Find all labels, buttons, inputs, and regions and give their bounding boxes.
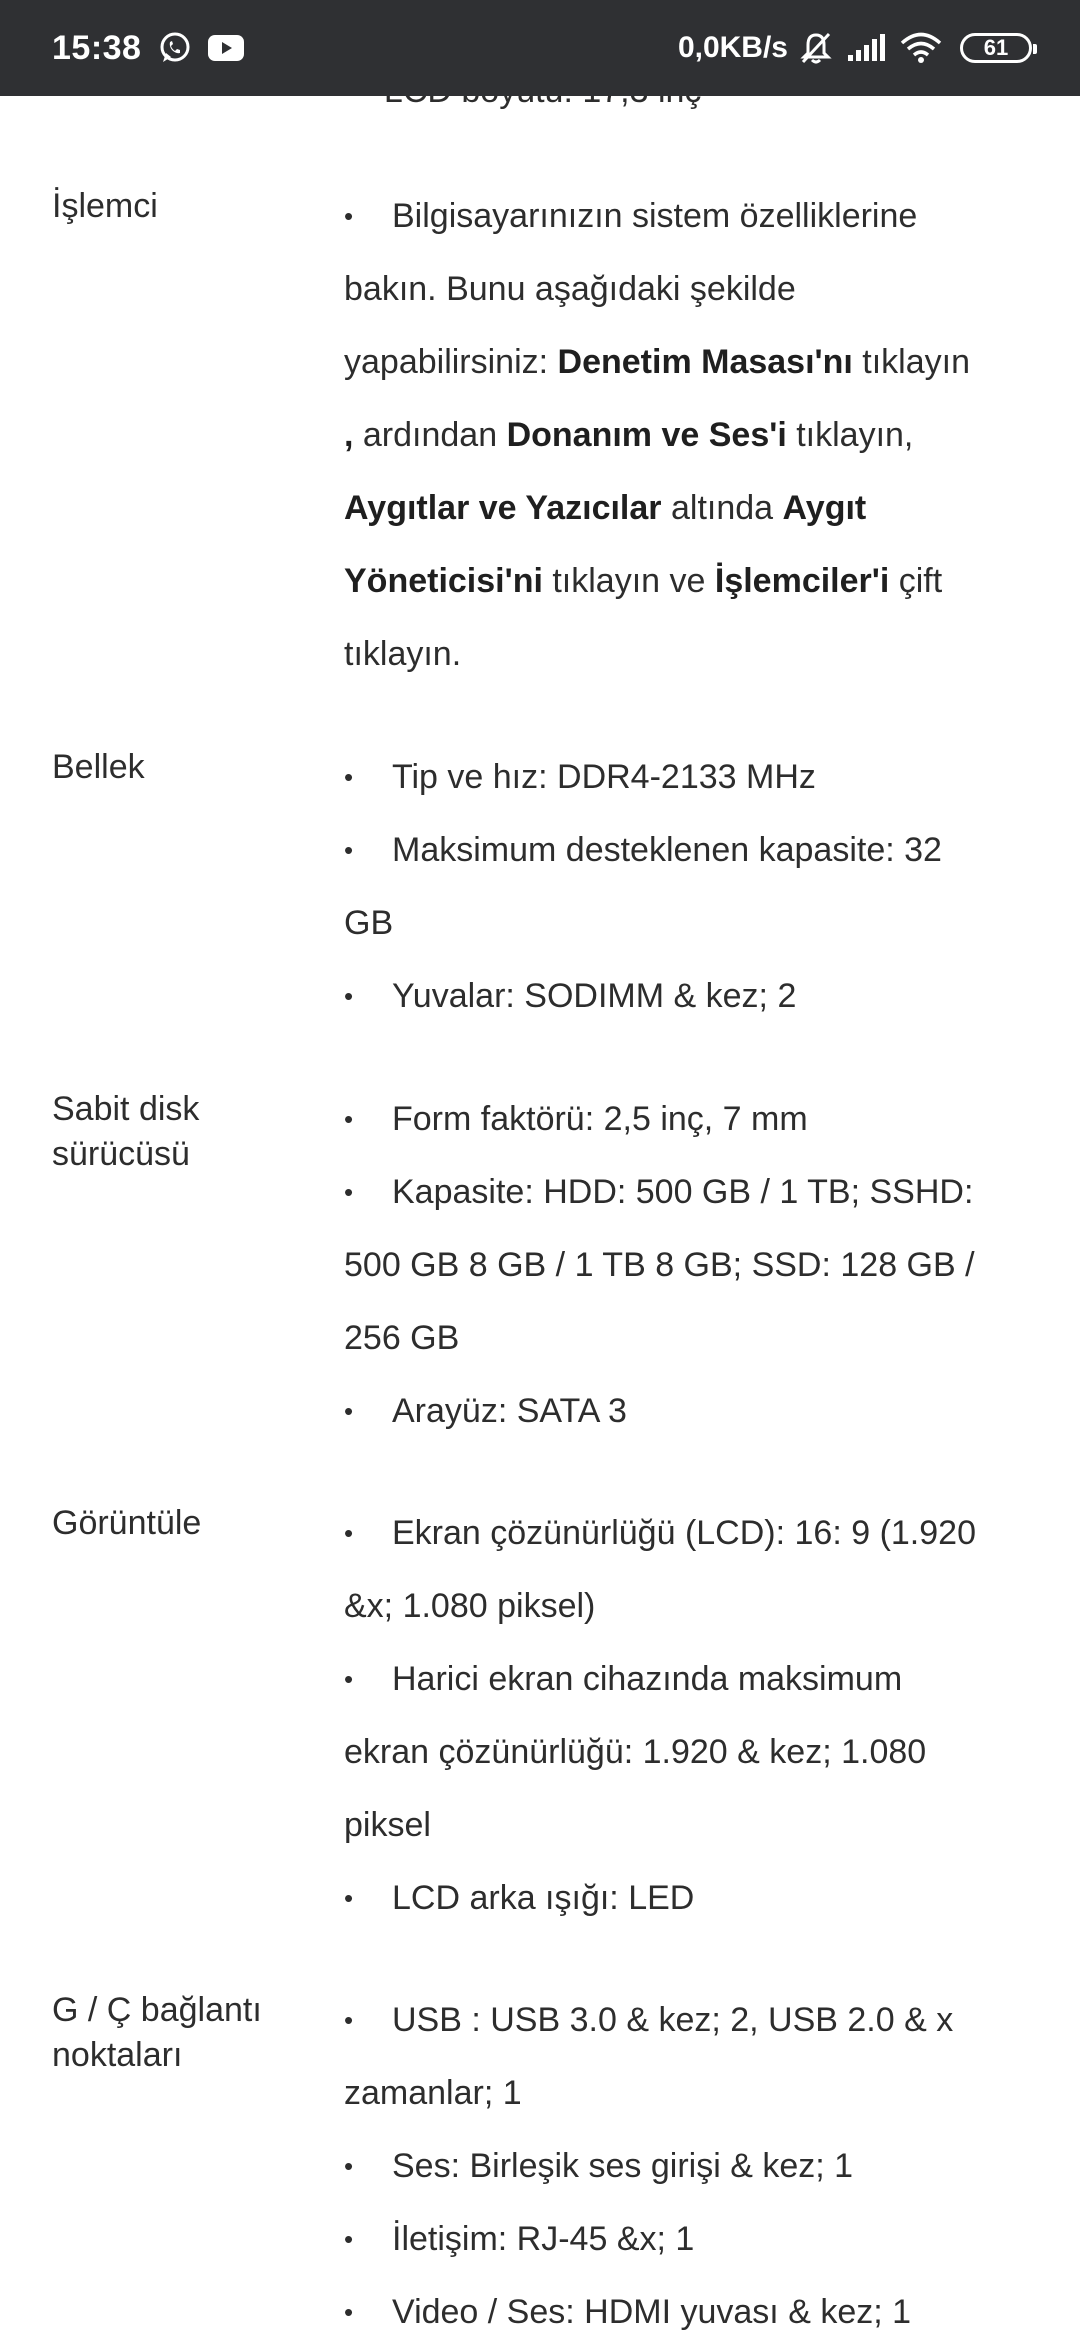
- list-item: • Ekran çözünürlüğü (LCD): 16: 9 (1.920 &x; 1.080 piksel): [344, 1514, 976, 1625]
- signal-icon: [846, 33, 886, 63]
- battery-level: 61: [983, 35, 1009, 60]
- list-item: • Arayüz: SATA 3: [344, 1392, 627, 1430]
- list-item: • Bilgisayarınızın sistem özelliklerine bakın. Bunu aşağıdaki şekilde yapabilirsiniz: Denetim Masası'nı tıklayın , ardından Donanım ve Ses'i tıklayın, Aygıtlar ve Yazıcılar altında Aygıt Yöneticisi'ni tıklayın ve İşlemciler'i çift tıklayın.: [344, 197, 970, 673]
- spec-list: [344, 180, 984, 691]
- status-bar: [0, 0, 1080, 96]
- clock: 15:38: [52, 28, 142, 67]
- mute-bell-icon: [800, 31, 832, 65]
- list-item: • Tip ve hız: DDR4-2133 MHz: [344, 758, 816, 796]
- spec-list: [344, 1984, 984, 2349]
- spec-label: İşlemci: [52, 187, 158, 225]
- list-item: • LCD arka ışığı: LED: [344, 1879, 695, 1917]
- list-item: • Form faktörü: 2,5 inç, 7 mm: [344, 1100, 808, 1138]
- spec-list: [344, 1497, 984, 1935]
- spec-label: G / Ç bağlantı noktaları: [52, 1991, 262, 2074]
- battery-icon: [960, 33, 1032, 63]
- list-item: • Yuvalar: SODIMM & kez; 2: [344, 977, 797, 1015]
- spec-list: [344, 1083, 984, 1448]
- spec-label: Bellek: [52, 748, 145, 786]
- list-item: • İletişim: RJ-45 &x; 1: [344, 2220, 695, 2258]
- whatsapp-icon: [157, 30, 193, 66]
- list-item: • USB : USB 3.0 & kez; 2, USB 2.0 & x zamanlar; 1: [344, 2001, 954, 2112]
- spec-label: Görüntüle: [52, 1504, 202, 1542]
- youtube-icon: [207, 33, 245, 63]
- list-item: • Harici ekran cihazında maksimum ekran çözünürlüğü: 1.920 & kez; 1.080 piksel: [344, 1660, 927, 1844]
- list-item: • Video / Ses: HDMI yuvası & kez; 1: [344, 2293, 912, 2331]
- list-item: • Maksimum desteklenen kapasite: 32 GB: [344, 831, 942, 942]
- spec-list: [344, 741, 984, 1033]
- list-item: • Kapasite: HDD: 500 GB / 1 TB; SSHD: 500 GB 8 GB / 1 TB 8 GB; SSD: 128 GB / 256 GB: [344, 1173, 975, 1357]
- wifi-icon: [900, 32, 942, 64]
- list-item: • Ses: Birleşik ses girişi & kez; 1: [344, 2147, 854, 2185]
- network-speed: 0,0KB/s: [677, 31, 788, 64]
- spec-label: Sabit disk sürücüsü: [52, 1090, 200, 1173]
